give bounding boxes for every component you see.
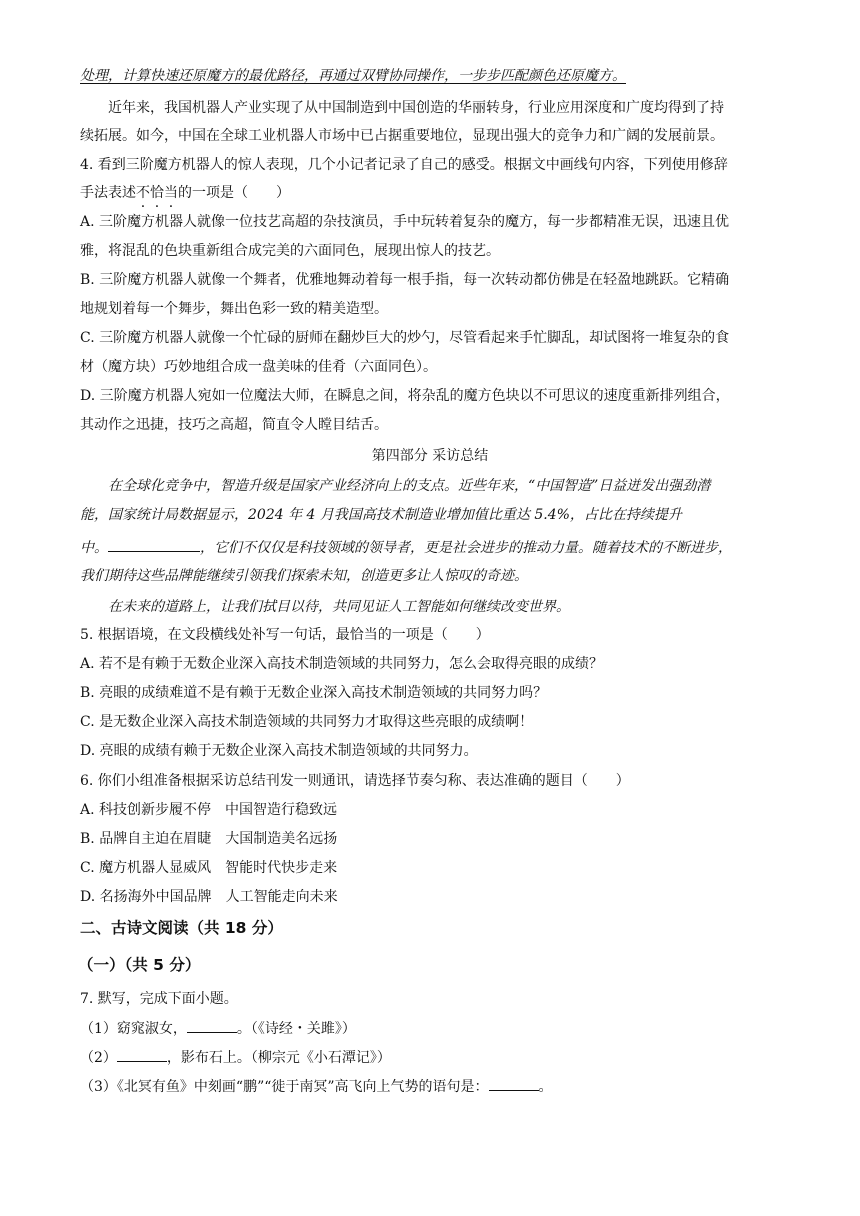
sub-heading: （一）（共 5 分） <box>78 956 201 974</box>
section-heading: 第四部分 采访总结 <box>371 448 489 464</box>
option-a: A. 科技创新步履不停 中国智造行稳致远 <box>80 802 338 818</box>
emphasis-dot-char: 当 <box>164 185 178 201</box>
question-4-stem: 4. 看到三阶魔方机器人的惊人表现，几个小记者记录了自己的感受。根据文中画线句内容，下列使用修辞 <box>80 157 728 173</box>
summary-paragraph: 在未来的道路上，让我们拭目以待，共同见证人工智能如何继续改变世界。 <box>108 599 570 615</box>
text: ，它们不仅仅是科技领域的领导者，更是社会进步的推动力量。随着技术的不断进步， <box>200 540 732 556</box>
q7-item-1 <box>80 1018 780 1039</box>
question-4-stem-cont <box>80 183 780 203</box>
text: ，影布石上。（柳宗元《小石潭记》） <box>166 1050 391 1066</box>
fill-blank <box>117 1047 167 1062</box>
stem-text: 手法表述 <box>80 185 136 201</box>
option-c-cont: 材（魔方块）巧妙地组合成一盘美味的佳肴（六面同色）。 <box>80 359 437 375</box>
option-d: D. 名扬海外中国品牌 人工智能走向未来 <box>80 889 338 905</box>
summary-paragraph: 能，国家统计局数据显示，2024 年 4 月我国高技术制造业增加值比重达 5.4%，占比在持续提升 <box>80 507 682 523</box>
summary-paragraph: 在全球化竞争中，智造升级是国家产业经济向上的支点。近些年来，“中国智造”日益迸发出强劲潜 <box>108 478 711 494</box>
paragraph-line: 近年来，我国机器人产业实现了从中国制造到中国创造的华丽转身，行业应用深度和广度均得到了持 <box>108 100 724 116</box>
fill-blank <box>489 1076 539 1091</box>
summary-paragraph-blank-line <box>80 537 780 558</box>
question-5-stem: 5. 根据语境，在文段横线处补写一句话，最恰当的一项是（ ） <box>80 627 490 643</box>
part-2-heading: 二、古诗文阅读（共 18 分） <box>80 919 283 937</box>
q7-item-2 <box>80 1047 780 1068</box>
fill-blank <box>187 1018 237 1033</box>
text: （2） <box>80 1050 117 1066</box>
paragraph-line: 续拓展。如今，中国在全球工业机器人市场中已占据重要地位，显现出强大的竞争力和广阔的发展前景。 <box>80 128 724 144</box>
option-b: B. 品牌自主迫在眉睫 大国制造美名远扬 <box>80 831 338 847</box>
option-c: C. 是无数企业深入高技术制造领域的共同努力才取得这些亮眼的成绩啊！ <box>80 714 534 730</box>
option-c: C. 魔方机器人显威风 智能时代快步走来 <box>80 860 338 876</box>
summary-paragraph: 我们期待这些品牌能继续引领我们探索未知，创造更多让人惊叹的奇迹。 <box>80 568 528 584</box>
underlined-sentence: 处理，计算快速还原魔方的最优路径，再通过双臂协同操作，一步步匹配颜色还原魔方。 <box>80 68 626 84</box>
option-d-cont: 其动作之迅捷，技巧之高超，简直令人瞠目结舌。 <box>80 417 388 433</box>
option-a: A. 若不是有赖于无数企业深入高技术制造领域的共同努力，怎么会取得亮眼的成绩？ <box>80 656 604 672</box>
option-b: B. 亮眼的成绩难道不是有赖于无数企业深入高技术制造领域的共同努力吗？ <box>80 685 548 701</box>
emphasis-dot-char: 恰 <box>150 185 164 201</box>
question-6-stem: 6. 你们小组准备根据采访总结刊发一则通讯，请选择节奏匀称、表达准确的题目（ ） <box>80 773 630 789</box>
option-c: C. 三阶魔方机器人就像一个忙碌的厨师在翻炒巨大的炒勺，尽管看起来手忙脚乱，却试图将一堆复杂的食 <box>80 330 730 346</box>
option-b: B. 三阶魔方机器人就像一个舞者，优雅地舞动着每一根手指，每一次转动都仿佛是在轻盈地跳跃。它精确 <box>80 272 730 288</box>
option-a: A. 三阶魔方机器人就像一位技艺高超的杂技演员，手中玩转着复杂的魔方，每一步都精准无误，迅速且优 <box>80 214 730 230</box>
stem-text: 的一项是（ ） <box>178 185 290 201</box>
option-d: D. 三阶魔方机器人宛如一位魔法大师，在瞬息之间，将杂乱的魔方色块以不可思议的速度重新排列组合， <box>80 388 730 404</box>
text: 。 <box>538 1079 553 1095</box>
fill-blank <box>108 537 200 552</box>
text: （3）《北冥有鱼》中刻画“鹏”“徙于南冥”高飞向上气势的语句是： <box>80 1079 489 1095</box>
text: 中。 <box>80 540 108 556</box>
question-7-stem: 7. 默写，完成下面小题。 <box>80 991 238 1007</box>
option-b-cont: 地规划着每一个舞步，舞出色彩一致的精美造型。 <box>80 301 388 317</box>
text: （1）窈窕淑女， <box>80 1021 187 1037</box>
text: 。（《诗经・关雎》） <box>236 1021 356 1037</box>
option-d: D. 亮眼的成绩有赖于无数企业深入高技术制造领域的共同努力。 <box>80 743 478 759</box>
emphasis-dot-char: 不 <box>136 185 150 201</box>
option-a-cont: 雅，将混乱的色块重新组合成完美的六面同色，展现出惊人的技艺。 <box>80 243 500 259</box>
q7-item-3 <box>80 1076 780 1097</box>
